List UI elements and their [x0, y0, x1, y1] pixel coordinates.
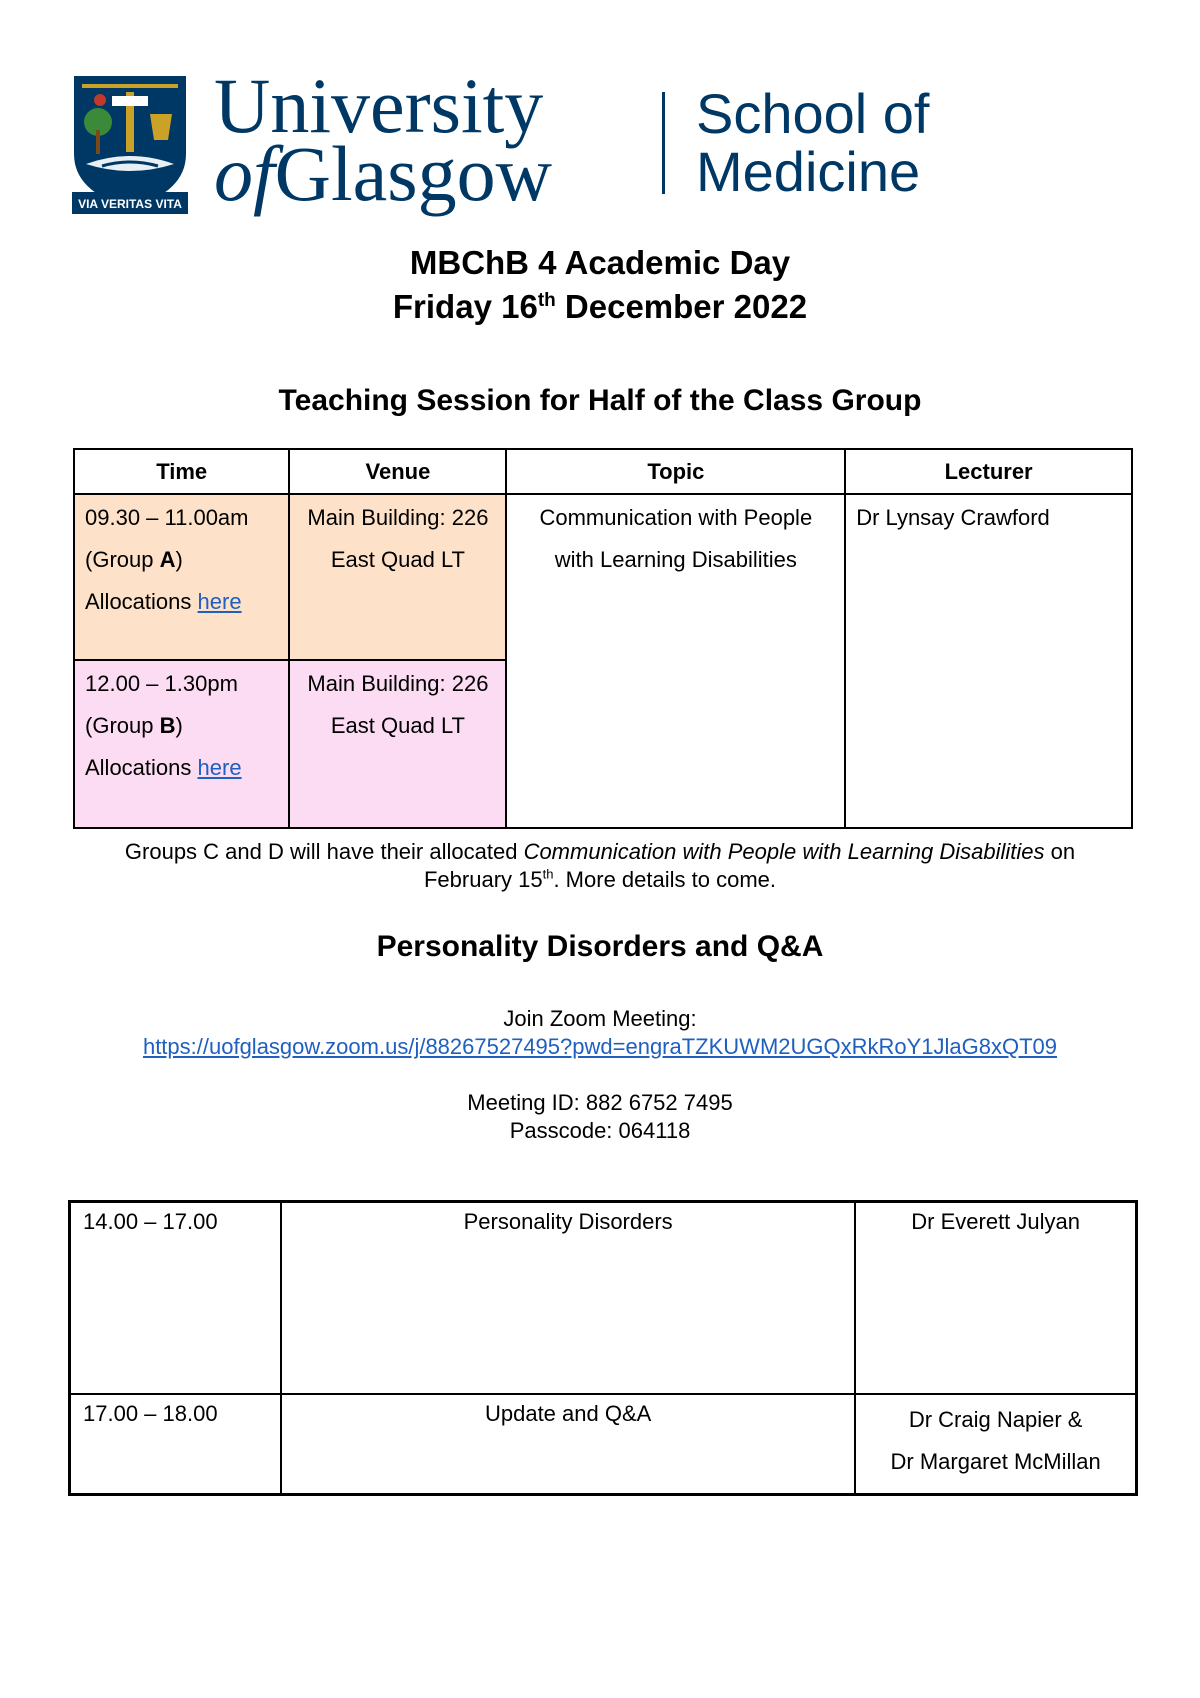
- table-row: [70, 1394, 1137, 1495]
- time-cell-group-a: [74, 494, 289, 660]
- time-cell-group-b: [74, 660, 289, 828]
- groups-cd-note: [0, 838, 1200, 894]
- page-date: [0, 288, 1200, 326]
- university-crest-icon: [72, 74, 188, 216]
- group-suffix: ): [175, 547, 183, 572]
- allocations-text: Allocations: [85, 755, 198, 780]
- lecturer-cell: [855, 1202, 1136, 1395]
- group-prefix: (Group: [85, 547, 160, 572]
- logo-of: of: [214, 130, 275, 217]
- topic-line1: Communication with People: [539, 505, 813, 530]
- venue-line2: East Quad LT: [330, 547, 465, 572]
- col-header-time: Time: [74, 449, 289, 494]
- venue-cell-group-a: [289, 494, 506, 660]
- teaching-session-table: [73, 448, 1133, 829]
- date-prefix: Friday 16: [392, 288, 538, 325]
- lecturer-name: Dr Lynsay Crawford: [856, 505, 1050, 530]
- time-cell: 17.00 – 18.00: [70, 1394, 282, 1495]
- col-header-lecturer: Lecturer: [845, 449, 1132, 494]
- venue-cell-group-b: [289, 660, 506, 828]
- col-header-topic: Topic: [506, 449, 845, 494]
- group-letter: B: [159, 713, 176, 738]
- logo-glasgow: Glasgow: [274, 130, 552, 217]
- table-header-row: [74, 449, 1132, 494]
- group-prefix: (Group: [85, 713, 160, 738]
- meeting-id: Meeting ID: 882 6752 7495: [467, 1090, 733, 1115]
- time-cell: 14.00 – 17.00: [70, 1202, 282, 1395]
- passcode: Passcode: 064118: [509, 1118, 691, 1143]
- note-on: on: [1044, 839, 1076, 864]
- group-suffix: ): [175, 713, 183, 738]
- date-suffix: th: [537, 290, 556, 311]
- lecturer-cell: [845, 494, 1132, 828]
- group-letter: A: [159, 547, 176, 572]
- crest-motto: VIA VERITAS VITA: [78, 197, 182, 211]
- header-logo: [72, 62, 1012, 217]
- lecturer-line1: Dr Everett Julyan: [911, 1209, 1080, 1234]
- lecturer-line2: Dr Margaret McMillan: [890, 1449, 1101, 1474]
- date-month-year: December 2022: [555, 288, 808, 325]
- lecturer-line1: Dr Craig Napier &: [908, 1407, 1083, 1432]
- note-topic: Communication with People with Learning Disabilities: [523, 839, 1045, 864]
- note-more-details: . More details to come.: [553, 867, 776, 892]
- venue-line1: Main Building: 226: [307, 505, 489, 530]
- page-title: MBChB 4 Academic Day: [409, 244, 791, 281]
- topic-cell: Update and Q&A: [281, 1394, 855, 1495]
- col-header-venue: Venue: [289, 449, 506, 494]
- group-label: [85, 705, 278, 747]
- zoom-link-line: [0, 1034, 1200, 1060]
- topic-cell: [506, 494, 845, 828]
- time-value: 12.00 – 1.30pm: [85, 671, 238, 696]
- allocations-line: [85, 581, 278, 623]
- note-date: February 15: [423, 867, 543, 892]
- lecturer-cell: [855, 1394, 1136, 1495]
- venue-line1: Main Building: 226: [307, 671, 489, 696]
- allocations-link-group-b[interactable]: here: [197, 755, 242, 780]
- note-text: Groups C and D will have their allocated: [124, 839, 524, 864]
- logo-medicine: Medicine: [696, 140, 921, 203]
- logo-university: University: [214, 62, 544, 149]
- group-label: [85, 539, 278, 581]
- personality-disorders-table: [68, 1200, 1138, 1496]
- table-row: [74, 494, 1132, 660]
- zoom-meeting-link[interactable]: https://uofglasgow.zoom.us/j/88267527495?pwd=engraTZKUWM2UGQxRkRoY1JlaG8xQT09: [142, 1034, 1058, 1059]
- time-value: 09.30 – 11.00am: [85, 505, 249, 530]
- topic-line2: with Learning Disabilities: [554, 547, 797, 572]
- allocations-text: Allocations: [85, 589, 198, 614]
- allocations-link-group-a[interactable]: here: [197, 589, 242, 614]
- logo-school-of: School of: [696, 82, 930, 145]
- note-date-suffix: th: [542, 866, 554, 882]
- section2-heading: Personality Disorders and Q&A: [376, 930, 824, 963]
- table-row: [70, 1202, 1137, 1395]
- section1-heading: Teaching Session for Half of the Class Group: [278, 384, 922, 417]
- venue-line2: East Quad LT: [330, 713, 465, 738]
- logo-divider: [662, 92, 665, 194]
- topic-cell: Personality Disorders: [281, 1202, 855, 1395]
- allocations-line: [85, 747, 278, 789]
- zoom-join-label: Join Zoom Meeting:: [503, 1006, 697, 1031]
- logo-of-glasgow: [214, 130, 552, 217]
